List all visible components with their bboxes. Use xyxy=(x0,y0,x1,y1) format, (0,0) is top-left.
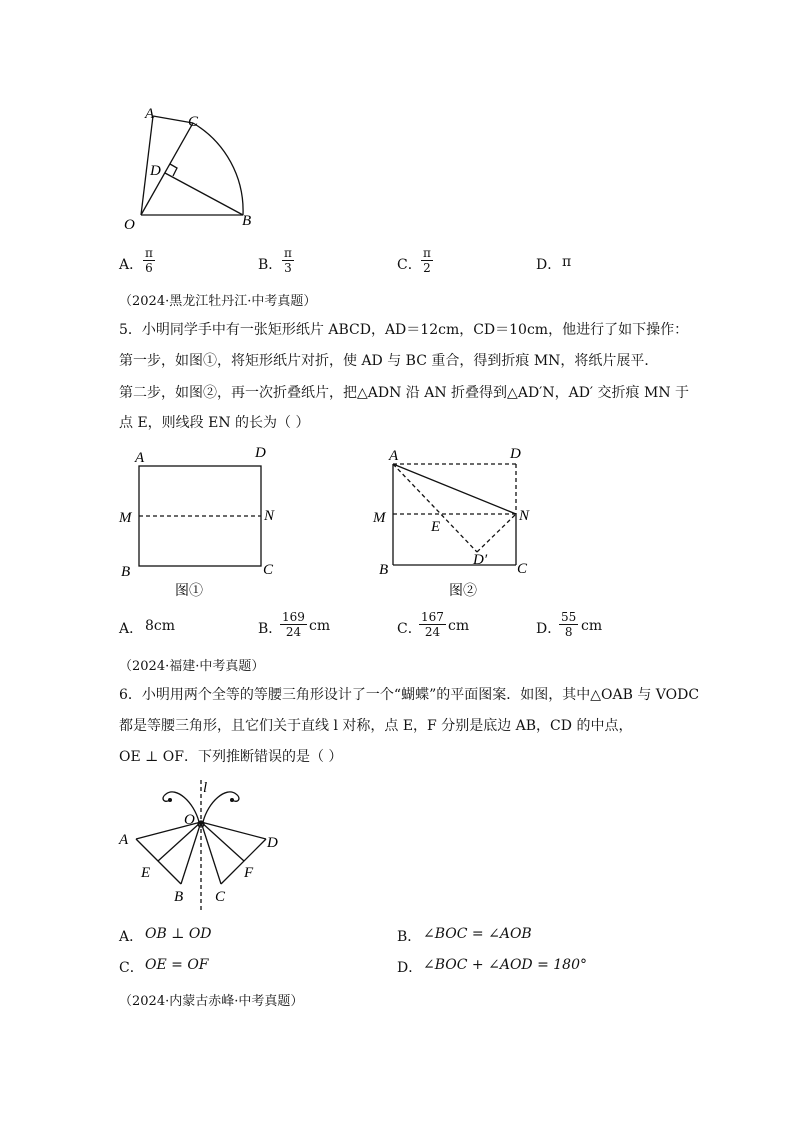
q7-source: （2024·内蒙古赤峰·中考真题） xyxy=(119,994,304,1009)
q6-label-c: C xyxy=(215,889,226,905)
q5-option-a-letter: A． xyxy=(119,621,144,637)
q5-option-d-num: 55 xyxy=(561,610,577,624)
q5-line-2: 第一步，如图①，将矩形纸片对折，使 AD 与 BC 重合，得到折痕 MN，将纸片展平． xyxy=(119,353,659,369)
fig2-label-b: B xyxy=(379,562,389,578)
q6-label-a: A xyxy=(119,832,129,848)
q4-option-b-letter: B． xyxy=(258,257,283,273)
q5-option-c-num: 167 xyxy=(421,610,444,624)
fig1-label-m: M xyxy=(119,510,132,526)
q4-option-c-fraction xyxy=(421,246,433,275)
q6-option-a-text: OB ⊥ OD xyxy=(145,926,212,942)
fig1-label-a: A xyxy=(135,450,145,466)
q5-line-3: 第二步，如图②，再一次折叠纸片，把△ADN 沿 AN 折叠得到△AD′N，AD′ 交折痕 MN 于 xyxy=(119,385,690,401)
q6-label-b: B xyxy=(174,889,184,905)
q5-option-b-unit: cm xyxy=(309,618,331,634)
q5-figure-1 xyxy=(115,440,285,602)
q4-option-a-num: π xyxy=(145,246,153,260)
q5-option-c-letter: C． xyxy=(397,621,422,637)
q4-option-a-fraction xyxy=(143,246,155,275)
fig2-label-d: D xyxy=(510,446,521,462)
fig1-caption: 图① xyxy=(175,584,203,599)
q6-line-1: 6．小明用两个全等的等腰三角形设计了一个“蝴蝶”的平面图案．如图，其中△OAB 与 VODC xyxy=(119,687,700,703)
q4-option-c-den: 2 xyxy=(423,261,431,275)
q4-sector-figure xyxy=(118,100,268,235)
q4-option-c-letter: C． xyxy=(397,257,422,273)
q6-butterfly-figure xyxy=(114,776,294,912)
q5-option-d-den: 8 xyxy=(564,625,573,639)
q5-line-4: 点 E，则线段 EN 的长为（ ） xyxy=(119,415,310,431)
q5-option-d-letter: D． xyxy=(536,621,562,637)
fig2-label-c: C xyxy=(517,561,528,577)
q5-source: （2024·黑龙江牡丹江·中考真题） xyxy=(119,294,317,309)
q4-option-c-num: π xyxy=(423,246,431,260)
q5-option-c-den: 24 xyxy=(424,625,441,639)
fig1-label-n: N xyxy=(264,508,275,524)
fig1-label-c: C xyxy=(263,562,274,578)
fig2-label-dprime: D′ xyxy=(473,552,488,568)
q5-option-c-fraction xyxy=(419,610,446,639)
q5-option-b-num: 169 xyxy=(282,610,305,624)
q6-option-c-letter: C． xyxy=(119,960,144,976)
q6-option-c-text: OE = OF xyxy=(145,957,209,973)
q4-option-a-letter: A． xyxy=(119,257,144,273)
q5-option-b-den: 24 xyxy=(285,625,302,639)
q6-option-a-letter: A． xyxy=(119,929,144,945)
q5-option-c-unit: cm xyxy=(448,618,470,634)
q4-option-d-letter: D． xyxy=(536,257,562,273)
q4-label-a: A xyxy=(145,106,155,122)
q5-option-b-letter: B． xyxy=(258,621,283,637)
fig1-label-d: D xyxy=(255,445,266,461)
q5-option-a-text: 8cm xyxy=(145,618,176,634)
fig2-caption: 图② xyxy=(449,584,477,599)
q4-option-b-den: 3 xyxy=(284,261,292,275)
q6-label-o: O xyxy=(184,812,195,828)
fig1-label-b: B xyxy=(121,564,131,580)
q6-option-d-text: ∠BOC + ∠AOD = 180° xyxy=(423,957,587,973)
fig2-label-n: N xyxy=(519,508,530,524)
q4-label-o: O xyxy=(124,217,135,233)
q4-option-d-text: π xyxy=(562,254,572,270)
q6-label-f: F xyxy=(244,865,254,881)
q4-option-b-num: π xyxy=(284,246,292,260)
q4-label-b: B xyxy=(242,213,252,229)
q5-option-d-fraction xyxy=(559,610,578,639)
q6-line-2: 都是等腰三角形，且它们关于直线 l 对称，点 E，F 分别是底边 AB，CD 的中点， xyxy=(119,718,633,734)
q6-label-e: E xyxy=(141,865,151,881)
q6-label-d: D xyxy=(267,835,278,851)
q5-line-1: 5．小明同学手中有一张矩形纸片 ABCD，AD＝12cm，CD＝10cm，他进行了如下操作： xyxy=(119,322,689,338)
q5-option-b-fraction xyxy=(280,610,307,639)
q6-line-3: OE ⊥ OF．下列推断错误的是（ ） xyxy=(119,749,343,765)
fig2-label-a: A xyxy=(389,448,399,464)
fig2-label-m: M xyxy=(373,510,386,526)
q6-option-d-letter: D． xyxy=(397,960,423,976)
q4-label-d: D xyxy=(150,163,161,179)
q4-option-a-den: 6 xyxy=(145,261,153,275)
fig2-label-e: E xyxy=(431,519,441,535)
q5-option-d-unit: cm xyxy=(581,618,603,634)
q6-option-b-text: ∠BOC = ∠AOB xyxy=(423,926,532,942)
q4-label-c: C xyxy=(188,114,199,130)
q5-figure-2 xyxy=(370,440,545,602)
q6-label-l: l xyxy=(203,780,208,796)
q4-option-b-fraction xyxy=(282,246,294,275)
q6-option-b-letter: B． xyxy=(397,929,422,945)
q6-source: （2024·福建·中考真题） xyxy=(119,659,265,674)
